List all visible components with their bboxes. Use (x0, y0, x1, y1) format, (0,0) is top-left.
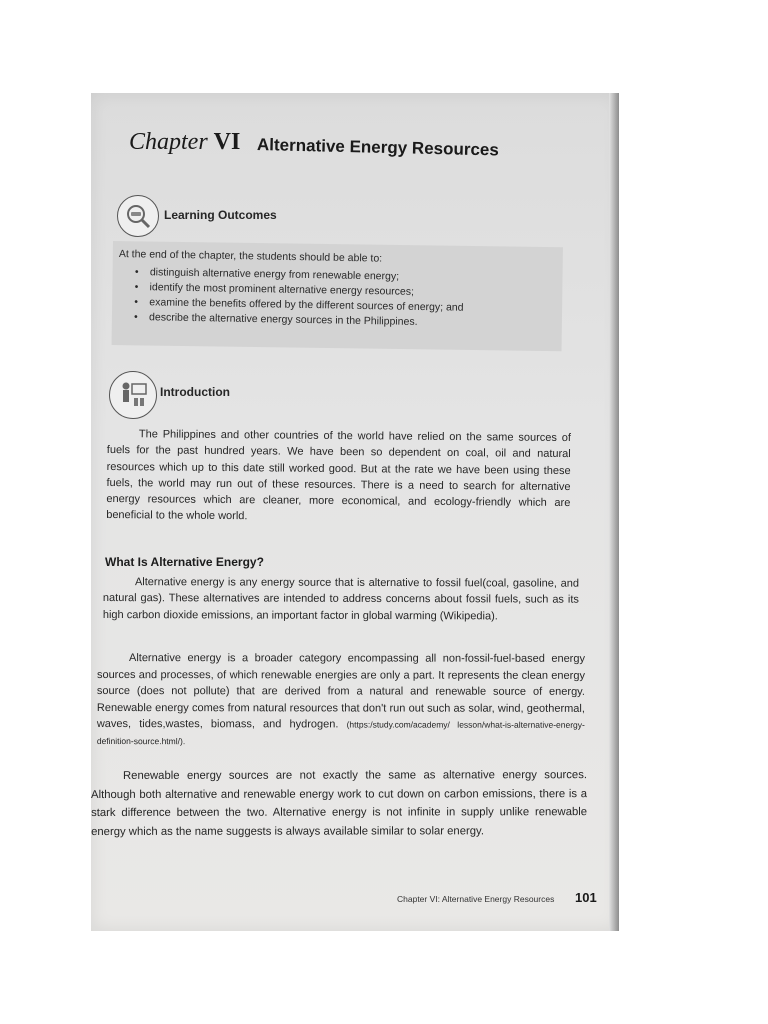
learning-outcomes-intro: At the end of the chapter, the students should be able to: (118, 248, 383, 265)
learning-outcomes-list (134, 265, 555, 332)
list-item: • identify the most prominent alternative energy resources; (134, 280, 554, 302)
running-head: Chapter VI: Alternative Energy Resources (397, 894, 555, 904)
page-edge-shadow (609, 93, 619, 931)
learning-outcomes-icon (117, 195, 159, 237)
introduction-paragraph: The Philippines and other countries of the world have relied on the same sources of fuels for the past hundred years. We have been so dependent on coal, oil and natural resources which up to this date still worked good. But at the rate we have been using these fuels, the world may run out of these resources. There is a need to search for alternative energy resources which are cleaner, more economical, and ecology-friendly which are beneficial to the whole world. (106, 428, 571, 523)
alternative-energy-paragraph-2 (97, 650, 585, 750)
introduction-heading: Introduction (160, 385, 230, 399)
alternative-energy-paragraph-1: Alternative energy is any energy source that is alternative to fossil fuel(coal, gasoline, and natural gas). These alternatives are intended to address concerns about fossil fuels, such as its high carbon dioxide emissions, an important factor in global warming (Wikipedia). (102, 576, 579, 622)
list-item: • distinguish alternative energy from renewable energy; (135, 265, 555, 287)
learning-outcomes-heading: Learning Outcomes (164, 208, 277, 222)
paragraph-text: Alternative energy is a broader category encompassing all non-fossil-fuel-based energy sources and processes, of which renewable energies are only a part. It represents the clean energy source (does not pollute) that are derived from a natural and renewable source of energy. Renewable energy comes from natural resources that don't run out such as solar, wind, geothermal, waves, tides,wastes, biomass, and hydrogen. (96, 652, 585, 731)
citation: (https:/study.com/academy/ lesson/what-is-alternative-energy-definition-source.html/). (96, 719, 585, 747)
list-item: • examine the benefits offered by the different sources of energy; and (134, 295, 554, 317)
presenter-icon (109, 371, 157, 419)
alternative-energy-heading: What Is Alternative Energy? (105, 555, 264, 569)
chapter-number: VI (213, 129, 241, 155)
chapter-label (129, 129, 240, 156)
alternative-energy-paragraph-3: Renewable energy sources are not exactly the same as alternative energy sources. Although both alternative and renewable energy work to cut down on carbon emissions, there is a stark difference between the two. Alternative energy is not infinite in supply unlike renewable energy which as the name suggests is always available similar to solar energy. (91, 769, 588, 838)
page-number: 101 (575, 890, 597, 905)
book-page (91, 93, 619, 931)
list-item: • describe the alternative energy sources in the Philippines. (134, 310, 554, 332)
chapter-word: Chapter (129, 129, 208, 155)
chapter-title: Alternative Energy Resources (256, 135, 500, 160)
